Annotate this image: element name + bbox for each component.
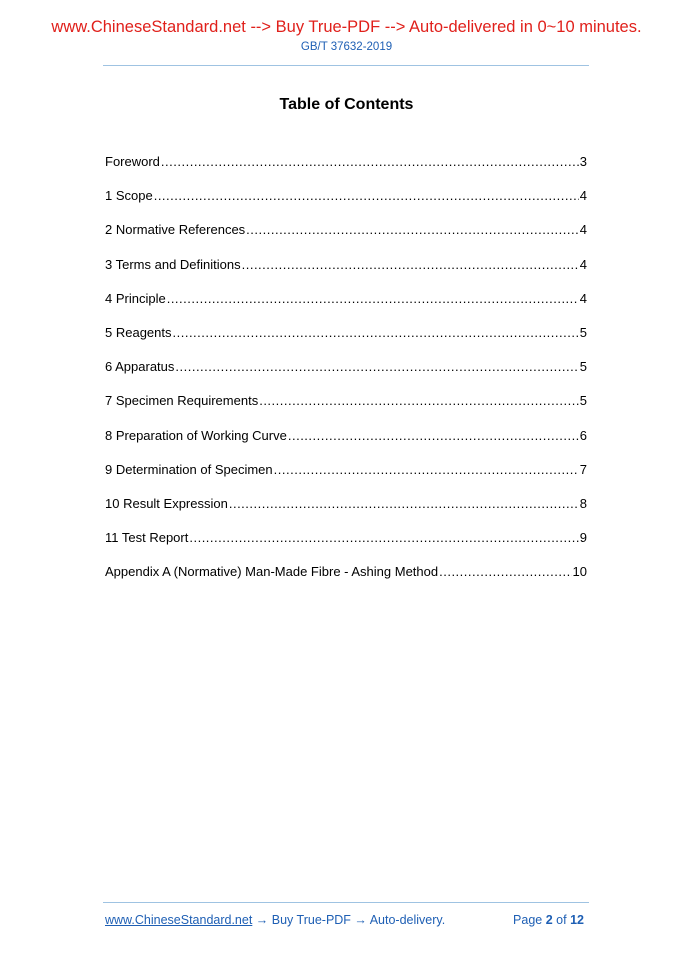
toc-entry-page: 5 xyxy=(579,393,587,409)
toc-dot-leader xyxy=(242,256,579,274)
footer-divider xyxy=(103,902,589,903)
total-page-count: 12 xyxy=(570,913,584,927)
page-word: Page xyxy=(513,913,543,927)
toc-entry-page: 5 xyxy=(579,359,587,375)
toc-entry-reagents[interactable] xyxy=(105,324,587,358)
toc-entry-label: 1 Scope xyxy=(105,188,153,204)
toc-entry-result-expression[interactable] xyxy=(105,495,587,529)
footer-site-link[interactable]: www.ChineseStandard.net xyxy=(105,913,253,927)
toc-entry-label: 10 Result Expression xyxy=(105,495,228,511)
toc-dot-leader xyxy=(229,495,579,513)
toc-entry-specimen-requirements[interactable] xyxy=(105,392,587,426)
toc-entry-page: 10 xyxy=(572,564,587,580)
toc-entry-page: 3 xyxy=(579,154,587,169)
toc-dot-leader xyxy=(167,290,579,308)
standard-number: GB/T 37632-2019 xyxy=(300,41,393,53)
toc-entry-page: 4 xyxy=(579,256,587,272)
of-word: of xyxy=(556,913,567,927)
toc-entry-test-report[interactable] xyxy=(105,529,587,563)
toc-entry-page: 7 xyxy=(579,461,587,477)
toc-list xyxy=(105,153,587,597)
toc-dot-leader xyxy=(288,427,579,445)
toc-entry-page: 4 xyxy=(579,188,587,204)
footer-promo xyxy=(105,913,445,927)
toc-dot-leader xyxy=(274,461,579,479)
toc-dot-leader xyxy=(173,324,579,342)
toc-entry-apparatus[interactable] xyxy=(105,358,587,392)
toc-entry-foreword[interactable] xyxy=(105,153,587,187)
toc-entry-normative-references[interactable] xyxy=(105,221,587,255)
toc-entry-appendix-a[interactable] xyxy=(105,563,587,597)
toc-entry-working-curve[interactable] xyxy=(105,427,587,461)
toc-entry-page: 9 xyxy=(579,530,587,546)
toc-entry-label: 4 Principle xyxy=(105,290,166,306)
toc-dot-leader xyxy=(259,392,579,410)
toc-entry-principle[interactable] xyxy=(105,290,587,324)
toc-entry-terms-and-definitions[interactable] xyxy=(105,256,587,290)
toc-entry-label: 11 Test Report xyxy=(105,530,189,546)
toc-entry-label: 9 Determination of Specimen xyxy=(105,461,273,477)
footer-tagline: → Buy True-PDF → Auto-delivery. xyxy=(252,913,446,927)
toc-entry-determination-of-specimen[interactable] xyxy=(105,461,587,495)
toc-entry-page: 4 xyxy=(579,222,587,238)
toc-entry-scope[interactable] xyxy=(105,187,587,221)
top-banner: www.ChineseStandard.net --> Buy True-PDF --> Auto-delivered in 0~10 minutes. xyxy=(51,18,642,36)
toc-entry-label: 8 Preparation of Working Curve xyxy=(105,427,287,443)
toc-entry-label: 2 Normative References xyxy=(105,222,246,238)
toc-entry-label: 7 Specimen Requirements xyxy=(105,393,259,409)
toc-dot-leader xyxy=(175,358,578,376)
page-title: Table of Contents xyxy=(279,96,414,113)
toc-entry-label: Foreword xyxy=(105,154,160,169)
toc-entry-label: 3 Terms and Definitions xyxy=(105,256,241,272)
toc-entry-page: 8 xyxy=(579,495,587,511)
toc-dot-leader xyxy=(246,221,579,239)
toc-dot-leader xyxy=(439,563,571,581)
current-page-number: 2 xyxy=(545,913,553,927)
toc-dot-leader xyxy=(189,529,578,547)
toc-dot-leader xyxy=(161,153,579,171)
toc-dot-leader xyxy=(154,187,579,205)
toc-entry-label: 6 Apparatus xyxy=(105,359,175,375)
page-indicator xyxy=(513,913,584,927)
toc-entry-page: 4 xyxy=(579,290,587,306)
toc-entry-label: 5 Reagents xyxy=(105,324,172,340)
toc-entry-page: 5 xyxy=(579,324,587,340)
header-divider xyxy=(103,65,589,66)
toc-entry-page: 6 xyxy=(579,427,587,443)
toc-entry-label: Appendix A (Normative) Man-Made Fibre - Ashing Method xyxy=(105,564,439,580)
